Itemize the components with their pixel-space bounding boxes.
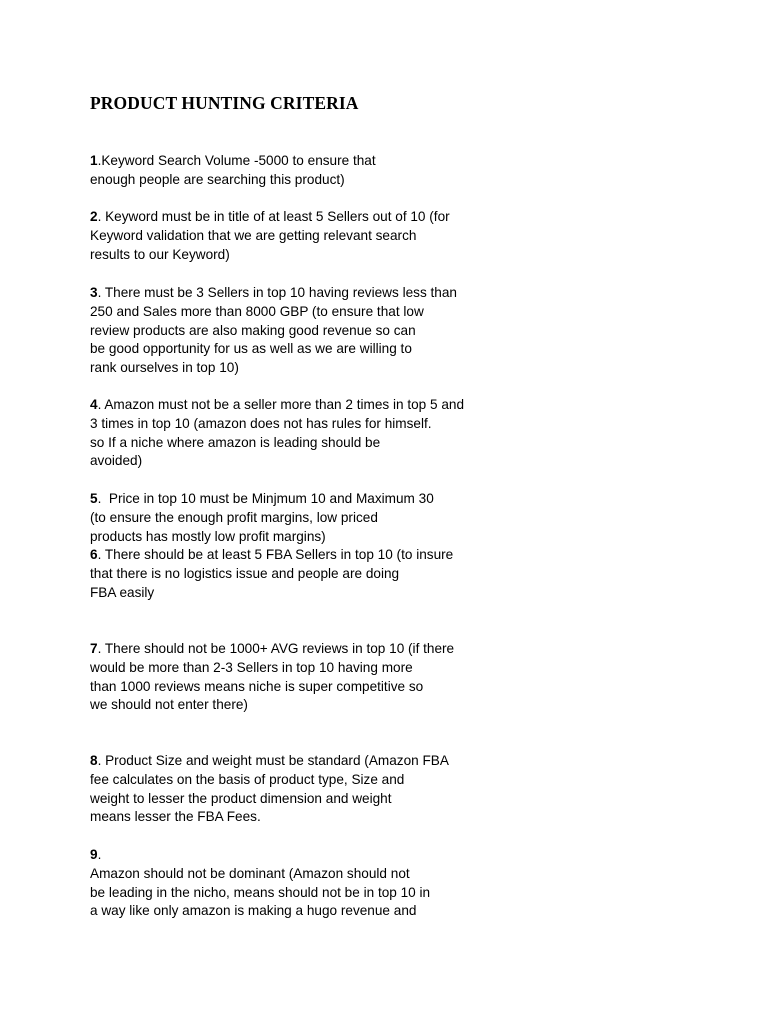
item-number: 1 (90, 153, 98, 168)
item-line: 4. Amazon must not be a seller more than 2 times in top 5 and (90, 397, 465, 412)
item-number: 2 (90, 209, 98, 224)
criteria-item-6 (90, 546, 453, 602)
item-line: that there is no logistics issue and people are doing (90, 565, 400, 581)
item-number: 7 (90, 641, 98, 656)
item-line: 9. (90, 847, 102, 862)
item-line: weight to lesser the product dimension and weight (90, 790, 392, 806)
item-line: be leading in the nicho, means should not be in top 10 in (90, 884, 431, 900)
item-line: 5. Price in top 10 must be Minjmum 10 and Maximum 30 (90, 491, 434, 506)
item-line: (to ensure the enough profit margins, low priced (90, 509, 378, 525)
criteria-item-7 (90, 640, 454, 715)
item-line: 8. Product Size and weight must be standard (Amazon FBA (90, 753, 449, 768)
item-line: so If a niche where amazon is leading should be (90, 434, 381, 450)
item-number: 9 (90, 847, 98, 862)
item-number: 5 (90, 491, 98, 506)
item-line: avoided) (90, 453, 143, 469)
criteria-item-4 (90, 396, 464, 471)
item-line: Amazon should not be dominant (Amazon should not (90, 865, 410, 881)
item-line: products has mostly low profit margins) (90, 528, 326, 544)
document-title: PRODUCT HUNTING CRITERIA (90, 93, 359, 113)
item-line: enough people are searching this product) (90, 171, 345, 187)
item-line: results to our Keyword) (90, 246, 230, 262)
item-line: 7. There should not be 1000+ AVG reviews in top 10 (if there (90, 641, 455, 656)
item-line: than 1000 reviews means niche is super competitive so (90, 678, 424, 694)
criteria-item-8 (90, 752, 449, 827)
item-line: Keyword validation that we are getting relevant search (90, 227, 417, 243)
item-number: 3 (90, 285, 98, 300)
item-line: rank ourselves in top 10) (90, 360, 239, 376)
item-number: 6 (90, 547, 98, 562)
item-line: we should not enter there) (90, 697, 248, 713)
item-line: 3. There must be 3 Sellers in top 10 having reviews less than (90, 285, 457, 300)
item-line: 250 and Sales more than 8000 GBP (to ensure that low (90, 303, 424, 319)
item-line: 6. There should be at least 5 FBA Sellers in top 10 (to insure (90, 547, 454, 562)
criteria-item-1 (90, 152, 376, 190)
criteria-item-5 (90, 490, 434, 546)
item-number: 8 (90, 753, 98, 768)
criteria-item-3 (90, 284, 457, 378)
item-line: fee calculates on the basis of product type, Size and (90, 771, 405, 787)
item-line: review products are also making good revenue so can (90, 322, 416, 338)
item-number: 4 (90, 397, 98, 412)
item-line: 3 times in top 10 (amazon does not has rules for himself. (90, 415, 432, 431)
item-line: FBA easily (90, 584, 155, 600)
item-line: 2. Keyword must be in title of at least 5 Sellers out of 10 (for (90, 209, 450, 224)
item-line: would be more than 2-3 Sellers in top 10 having more (90, 659, 413, 675)
item-line: be good opportunity for us as well as we are willing to (90, 341, 412, 357)
item-line: means lesser the FBA Fees. (90, 809, 261, 825)
criteria-item-9 (90, 846, 430, 921)
item-line: 1.Keyword Search Volume -5000 to ensure that (90, 153, 376, 168)
item-line: a way like only amazon is making a hugo revenue and (90, 903, 417, 919)
criteria-item-2 (90, 208, 450, 264)
